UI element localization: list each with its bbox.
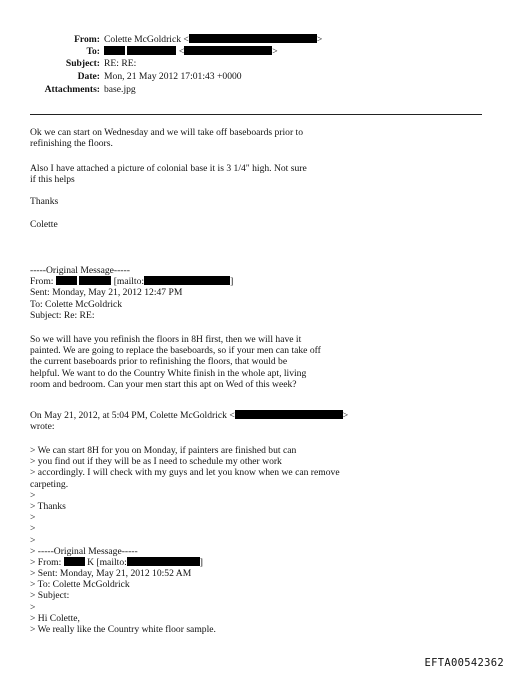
redacted-email (144, 276, 230, 285)
redacted-name-1 (104, 46, 125, 55)
quoted-line: > We can start 8H for you on Monday, if painters are finished but can (30, 445, 297, 456)
redacted-email (127, 557, 200, 566)
redacted-email (235, 410, 343, 419)
text-line: the current baseboards prior to refinishing the floors, that would be (30, 356, 288, 368)
from-label: From: (30, 276, 54, 288)
redacted-email (189, 34, 317, 43)
quoted-line: > accordingly. I will check with my guys and let you know when we can remove (30, 467, 340, 479)
quoted-line: > Hi Colette, (30, 612, 80, 624)
from-label: From: (74, 34, 100, 45)
to-value (104, 46, 278, 57)
text-line: painted. We are going to replace the baseboards, so if your men can take off (30, 345, 321, 357)
quoted-lines (30, 445, 390, 635)
quoted-intro (30, 410, 390, 432)
text-line: So we will have you refinish the floors in 8H first, then we will have it (30, 334, 302, 345)
text-line: refinishing the floors. (30, 138, 113, 150)
quoted-line: > (30, 534, 36, 546)
original-to: To: Colette McGoldrick (30, 298, 123, 310)
header-subject (0, 58, 512, 70)
text-line: Also I have attached a picture of colonial base it is 3 1/4" high. Not sure (30, 163, 307, 174)
quoted-intro-line (30, 410, 390, 421)
body-paragraph-1 (30, 127, 360, 149)
quoted-line: > (30, 601, 36, 613)
from-name: Colette McGoldrick < (104, 34, 189, 45)
header-from (0, 34, 512, 46)
mailto-text: [mailto: (113, 276, 145, 288)
subject-label: Subject: (65, 58, 100, 69)
quoted-from-tail: ] (199, 556, 203, 568)
date-label: Date: (77, 71, 100, 82)
quoted-from-mailto: K [mailto: (87, 556, 127, 568)
original-sent: Sent: Monday, May 21, 2012 12:47 PM (30, 287, 183, 299)
text-line: Colette (30, 219, 58, 230)
to-label: To: (86, 46, 100, 57)
to-tail: > (272, 46, 278, 57)
original-from (30, 276, 360, 287)
redacted-name-2 (127, 46, 176, 55)
text-line: helpful. We want to do the Country White finish in the whole apt, living (30, 367, 307, 379)
header-divider (30, 114, 482, 115)
body-signature (30, 219, 360, 230)
body-paragraph-2 (30, 163, 360, 185)
quoted-line: > We really like the Country white floor sample. (30, 624, 216, 635)
quoted-wrote: wrote: (30, 421, 55, 433)
quoted-from-label: > From: (30, 556, 62, 568)
from-tail: > (316, 34, 323, 45)
to-sep: < (178, 46, 185, 57)
text-line: room and bedroom. Can your men start this apt on Wed of this week? (30, 378, 297, 390)
from-value (104, 34, 322, 45)
subject-value: RE: RE: (104, 58, 137, 69)
attachments-value: base.jpg (104, 84, 136, 95)
quoted-line: > (30, 523, 36, 535)
quoted-line: carpeting. (30, 478, 69, 490)
redacted-name-1 (56, 276, 77, 285)
quoted-line: > (30, 489, 36, 501)
original-message-body (30, 334, 360, 390)
quoted-line: > (30, 512, 36, 524)
text-line: Thanks (30, 196, 59, 207)
date-value: Mon, 21 May 2012 17:01:43 +0000 (104, 71, 242, 82)
quoted-line: > Thanks (30, 500, 66, 512)
quoted-intro-text: On May 21, 2012, at 5:04 PM, Colette McGoldrick < (30, 410, 235, 421)
quoted-line: > you find out if they will be as I need to schedule my other work (30, 456, 282, 468)
header-attachments (0, 84, 512, 96)
original-message-header (30, 265, 360, 321)
redacted-name-1 (64, 557, 85, 566)
redacted-email (184, 46, 272, 55)
quoted-from-line (30, 557, 390, 568)
redacted-name-2 (79, 276, 111, 285)
header-date (0, 71, 512, 83)
bates-number: EFTA00542362 (424, 656, 504, 669)
quoted-line: > Subject: (30, 590, 70, 602)
quoted-line: > -----Original Message----- (30, 545, 138, 557)
quoted-line: > To: Colette McGoldrick (30, 579, 130, 591)
body-thanks (30, 196, 360, 207)
mailto-tail: ] (230, 276, 234, 288)
original-title: -----Original Message----- (30, 265, 130, 276)
text-line: Ok we can start on Wednesday and we will take off baseboards prior to (30, 127, 304, 138)
quoted-line: > Sent: Monday, May 21, 2012 10:52 AM (30, 568, 192, 580)
original-subject: Subject: Re: RE: (30, 309, 95, 321)
header-to (0, 46, 512, 58)
quoted-intro-tail: > (342, 410, 349, 421)
attachments-label: Attachments: (44, 84, 100, 95)
text-line: if this helps (30, 174, 75, 186)
